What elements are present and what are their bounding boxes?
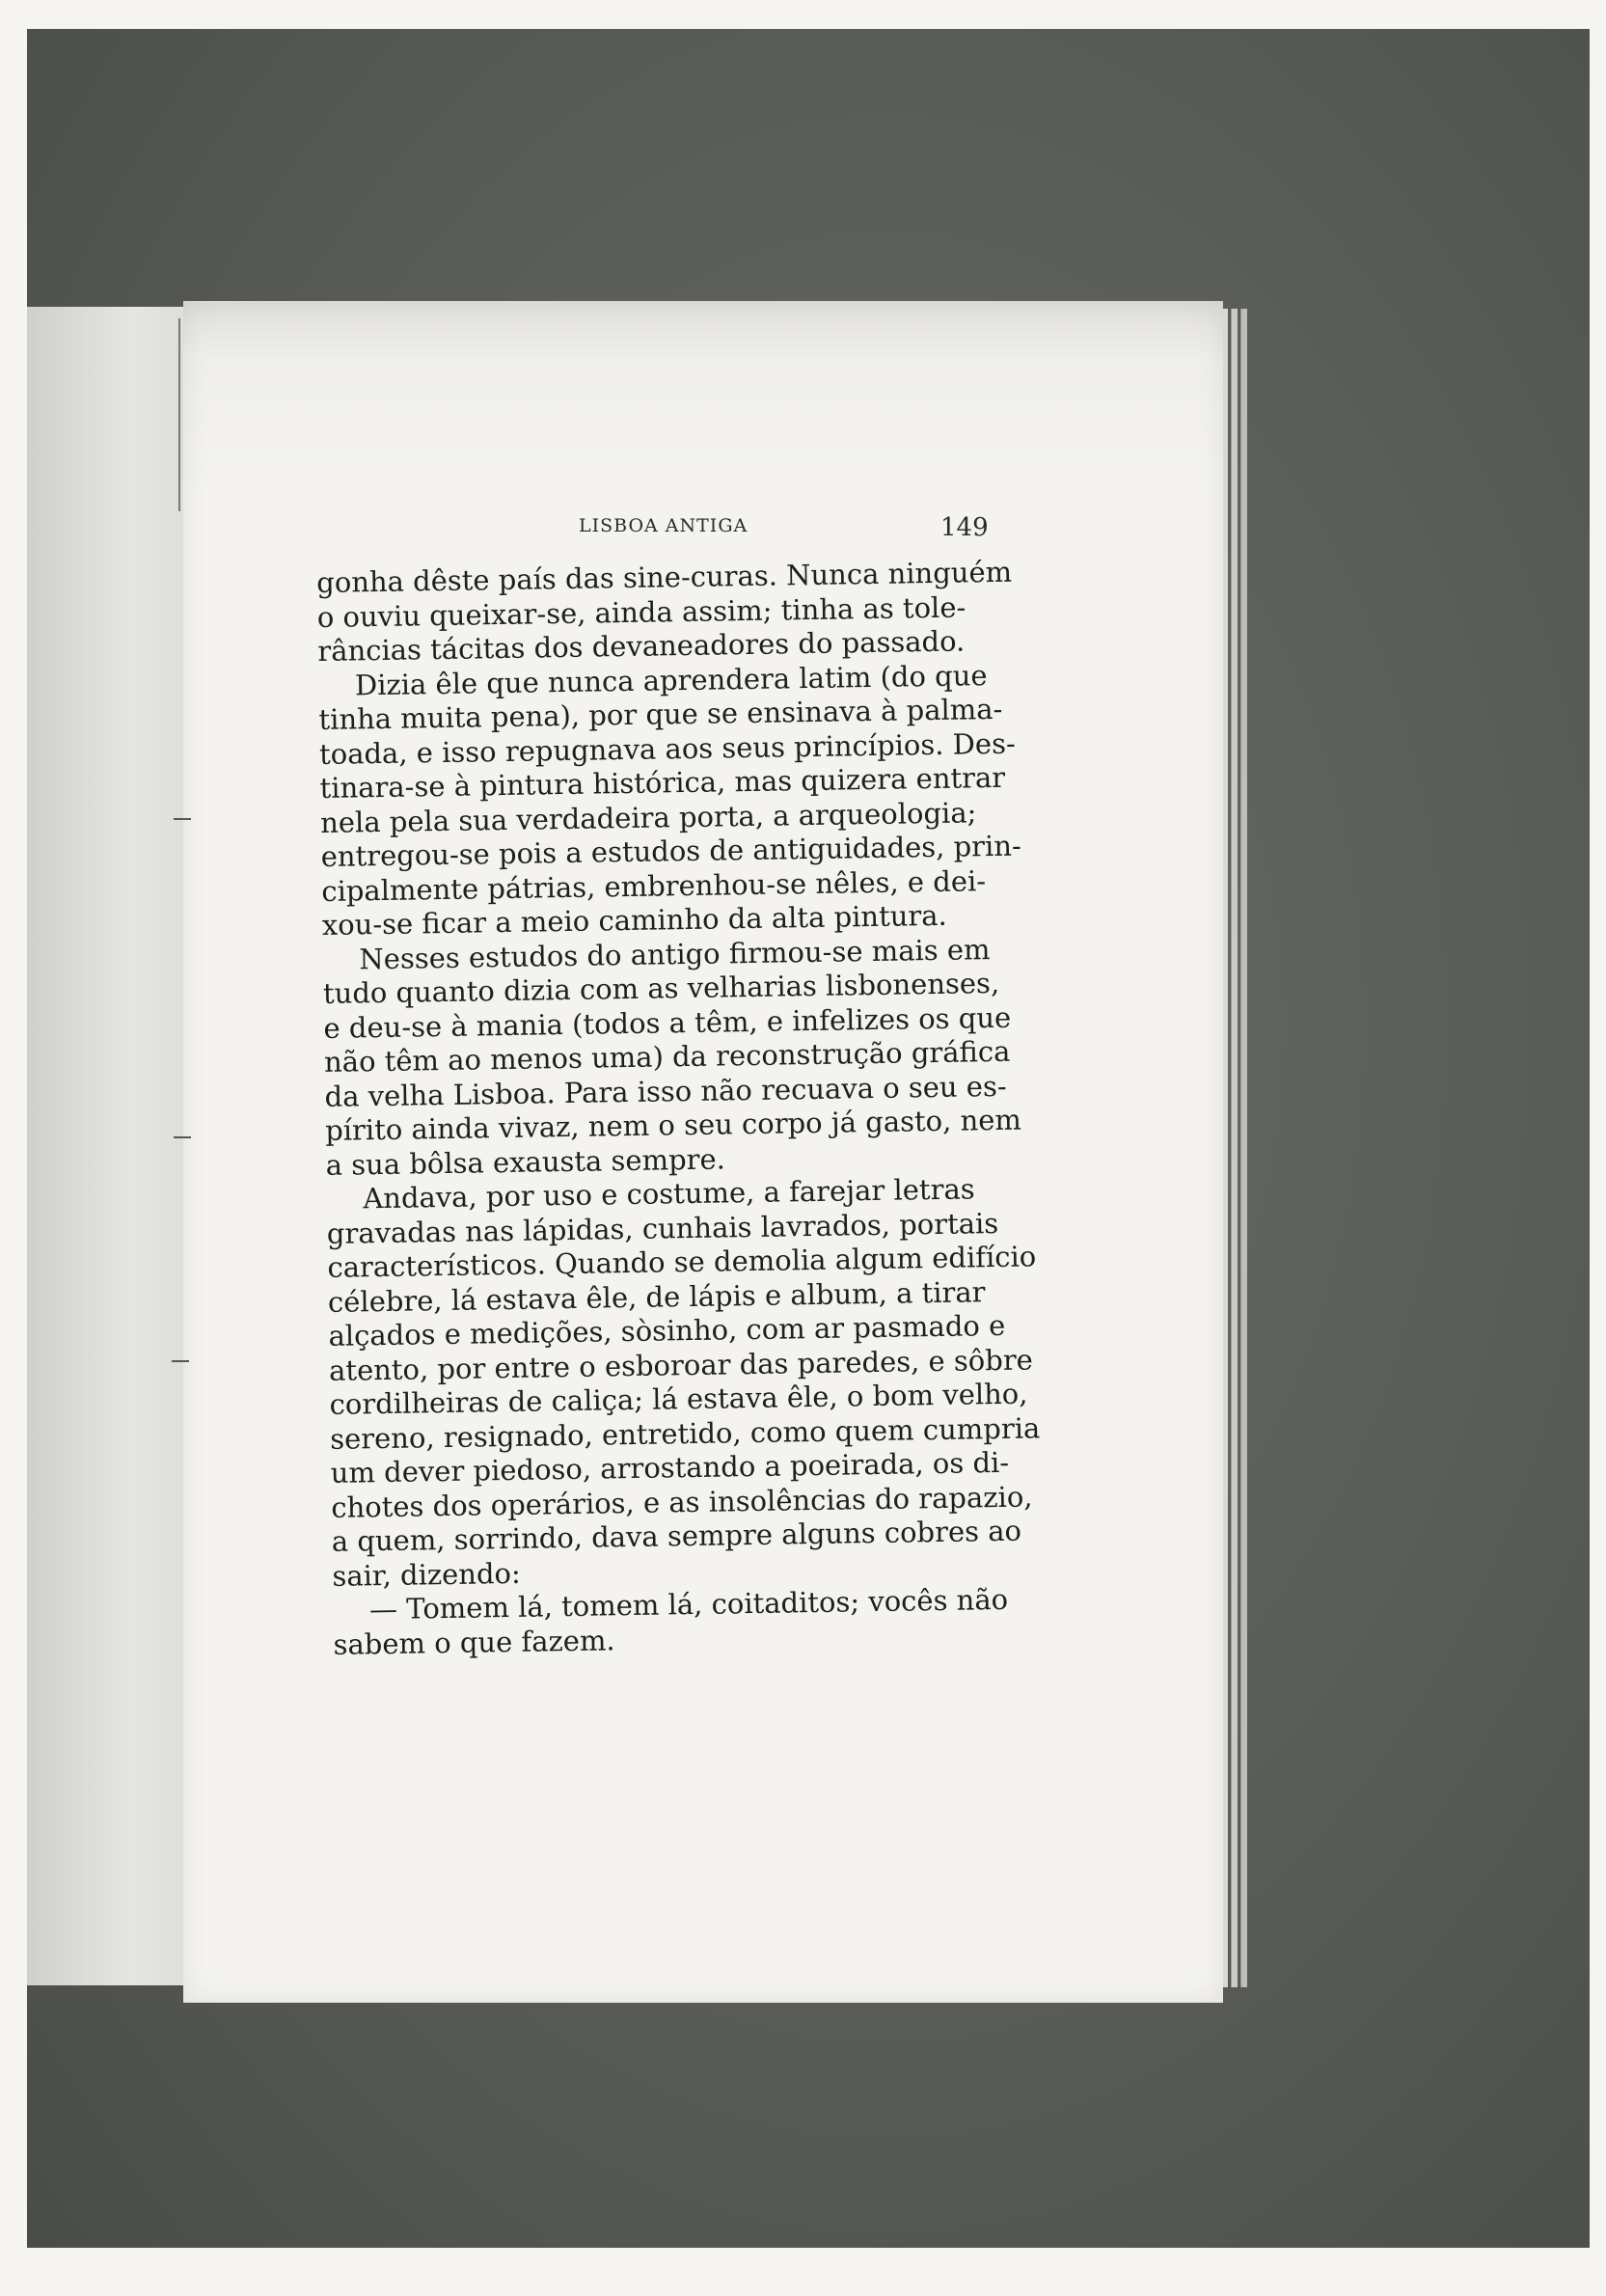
text-line: xou-se ficar a meio caminho da alta pintura. — [321, 898, 948, 942]
text-line: sair, dizendo: — [332, 1556, 521, 1593]
gutter-line — [178, 318, 180, 511]
facing-page-edge — [27, 307, 201, 1985]
book-page — [183, 301, 1223, 2003]
text-line: sabem o que fazem. — [333, 1623, 615, 1661]
text-line: não têm ao menos uma) da reconstrução gráfica — [323, 1034, 1011, 1079]
text-line: e deu-se à mania (todos a têm, e infelizes os que — [323, 1000, 1012, 1045]
text-line: a sua bôlsa exausta sempre. — [325, 1141, 726, 1182]
text-line: nela pela sua verdadeira porta, a arqueologia; — [319, 795, 977, 839]
text-line: tudo quanto dizia com as velharias lisbonenses, — [322, 966, 1000, 1010]
page-stack-edge — [1231, 309, 1238, 1987]
page-number: 149 — [940, 513, 989, 542]
running-head: LISBOA ANTIGA — [579, 515, 749, 536]
text-line: râncias tácitas dos devaneadores do passado. — [317, 624, 966, 668]
text-line: Dizia êle que nunca aprendera latim (do que — [354, 658, 988, 701]
page-stack-edge — [1240, 309, 1247, 1987]
margin-mark — [174, 1136, 191, 1138]
text-line: cipalmente pátrias, embrenhou-se nêles, e dei- — [321, 863, 987, 908]
text-line: o ouviu queixar-se, ainda assim; tinha as tole- — [316, 589, 966, 634]
text-line: pírito ainda vivaz, nem o seu corpo já gasto, nem — [324, 1103, 1022, 1147]
text-line: da velha Lisboa. Para isso não recuava o seu es- — [324, 1069, 1007, 1113]
text-line: tinha muita pena), por que se ensinava à palma- — [318, 692, 1003, 736]
text-line: Andava, por uso e costume, a farejar letras — [363, 1172, 975, 1216]
text-line: célebre, lá estava êle, de lápis e album, a tirar — [327, 1274, 986, 1319]
margin-mark — [174, 818, 191, 820]
text-line: entregou-se pois a estudos de antiguidades, prin- — [320, 829, 1022, 873]
body-text — [316, 553, 1183, 1662]
text-line: cordilheiras de caliça; lá estava êle, o bom velho, — [329, 1377, 1028, 1421]
text-line: um dever piedoso, arrostando a poeirada, os di- — [330, 1445, 1010, 1490]
text-line: alçados e medições, sòsinho, com ar pasmado e — [328, 1308, 1006, 1353]
text-line: característicos. Quando se demolia algum edifício — [327, 1240, 1037, 1284]
text-line: Nesses estudos do antigo firmou-se mais em — [359, 932, 991, 975]
text-line: gravadas nas lápidas, cunhais lavrados, portais — [326, 1206, 999, 1250]
text-line: gonha dêste país das sine-curas. Nunca ninguém — [316, 555, 1013, 599]
text-line: atento, por entre o esboroar das paredes, e sôbre — [328, 1342, 1034, 1387]
text-line: sereno, resignado, entretido, como quem cumpria — [329, 1410, 1041, 1456]
text-line: a quem, sorrindo, dava sempre alguns cobres ao — [331, 1514, 1022, 1558]
margin-mark — [172, 1360, 189, 1362]
text-line: chotes dos operários, e as insolências do rapazio, — [331, 1479, 1033, 1524]
text-line: tinara-se à pintura histórica, mas quizera entrar — [319, 760, 1006, 805]
text-line: — Tomem lá, tomem lá, coitaditos; vocês não — [368, 1582, 1009, 1626]
text-line: toada, e isso repugnava aos seus princípios. Des- — [318, 726, 1016, 771]
